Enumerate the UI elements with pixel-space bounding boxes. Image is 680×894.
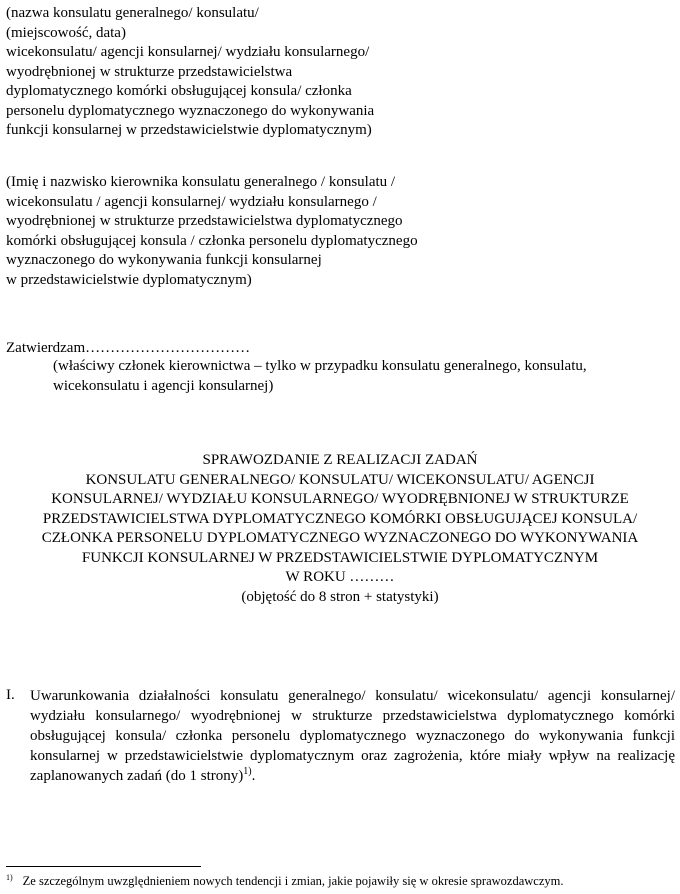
head-of-post-line: wyznaczonego do wykonywania funkcji konsularnej xyxy=(6,252,322,268)
approval-note-line: (właściwy członek kierownictwa – tylko w przypadku konsulatu generalnego, konsulatu, xyxy=(53,358,587,374)
section-line: obsługującej konsula/ członka personelu dyplomatycznego wyznaczonego do wykonywania funkcji xyxy=(30,728,675,744)
section-line: konsularnej w przedstawicielstwie dyplomatycznym oraz zagrożenia, które miały wpływ na realizację xyxy=(30,748,675,764)
section-line-last xyxy=(30,766,675,786)
title-line: KONSULARNEJ/ WYDZIAŁU KONSULARNEGO/ WYODRĘBNIONEJ W STRUKTURZE xyxy=(51,491,629,507)
section-number: I. xyxy=(6,687,15,703)
head-of-post-placeholder xyxy=(6,173,666,290)
title-line: PRZEDSTAWICIELSTWA DYPLOMATYCZNEGO KOMÓRKI OBSŁUGUJĄCEJ KONSULA/ xyxy=(42,510,638,527)
section-line: zaplanowanych zadań (do 1 strony) xyxy=(30,768,244,784)
head-of-post-line: komórki obsługującej konsula / członka personelu dyplomatycznego xyxy=(6,232,418,249)
head-of-post-line: (Imię i nazwisko kierownika konsulatu generalnego / konsulatu / xyxy=(6,174,396,190)
head-of-post-line: wyodrębnionej w strukturze przedstawicielstwa dyplomatycznego xyxy=(6,213,403,229)
approval-field xyxy=(6,339,666,359)
header-line: (nazwa konsulatu generalnego/ konsulatu/ xyxy=(6,5,259,21)
footnote-reference[interactable]: 1) xyxy=(243,766,252,777)
header-line: funkcji konsularnej w przedstawicielstwie dyplomatycznym) xyxy=(6,122,372,138)
report-year-line: W ROKU ……… xyxy=(285,569,395,585)
head-of-post-line: wicekonsulatu / agencji konsularnej/ wydziału konsularnego / xyxy=(6,193,377,210)
header-line: personelu dyplomatycznego wyznaczonego do wykonywania xyxy=(6,102,375,119)
footnote-mark: 1) xyxy=(6,872,13,882)
approval-note xyxy=(53,357,673,396)
title-line: KONSULATU GENERALNEGO/ KONSULATU/ WICEKONSULATU/ AGENCJI xyxy=(85,471,595,488)
place-date-placeholder: (miejscowość, data) xyxy=(6,24,126,41)
report-title xyxy=(0,451,680,607)
header-line: wyodrębnionej w strukturze przedstawicielstwa xyxy=(6,63,293,80)
title-line: FUNKCJI KONSULARNEJ W PRZEDSTAWICIELSTWIE DYPLOMATYCZNYM xyxy=(81,549,599,566)
section-1-text xyxy=(30,686,675,786)
section-end-punct: . xyxy=(251,768,256,784)
approval-label: Zatwierdzam…………………………… xyxy=(6,340,251,356)
section-line: wydziału konsularnego/ wyodrębnionej w strukturze przedstawicielstwa dyplomatycznego komórki xyxy=(30,708,675,724)
section-line: Uwarunkowania działalności konsulatu generalnego/ konsulatu/ wicekonsulatu/ agencji konsularnej/ xyxy=(30,688,675,704)
approval-note-line: wicekonsulatu i agencji konsularnej) xyxy=(53,377,274,394)
footnote xyxy=(6,874,563,889)
footnote-separator xyxy=(6,866,201,867)
title-line: CZŁONKA PERSONELU DYPLOMATYCZNEGO WYZNACZONEGO DO WYKONYWANIA xyxy=(41,530,639,546)
consulate-name-placeholder xyxy=(6,4,666,141)
head-of-post-line: w przedstawicielstwie dyplomatycznym) xyxy=(6,271,252,288)
page-limit-note: (objętość do 8 stron + statystyki) xyxy=(241,588,439,605)
title-line: SPRAWOZDANIE Z REALIZACJI ZADAŃ xyxy=(202,452,478,468)
header-line: dyplomatycznego komórki obsługującej konsula/ członka xyxy=(6,83,352,99)
header-line: wicekonsulatu/ agencji konsularnej/ wydziału konsularnego/ xyxy=(6,44,370,60)
footnote-text: Ze szczególnym uwzględnieniem nowych tendencji i zmian, jakie pojawiły się w okresie sprawozdawczym. xyxy=(22,874,564,888)
